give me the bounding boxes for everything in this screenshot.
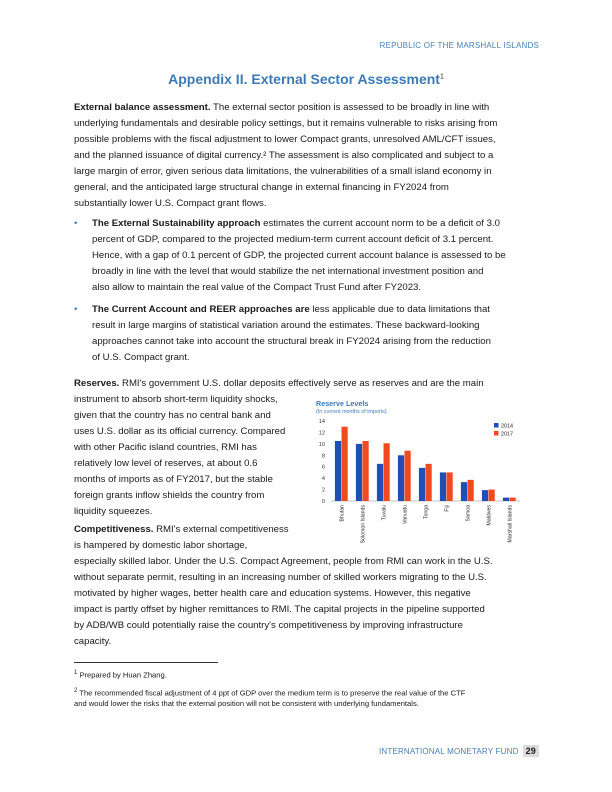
bullet-icon: • [74,218,78,229]
legend-swatch [494,423,499,428]
bullet2-lead: The Current Account and REER approaches are [92,304,310,315]
bar-2014 [503,498,509,501]
para1-line: general, and the anticipated large structural change in external financing in FY2024 from [74,182,449,193]
reserves-line: with other Pacific island countries, RMI has [74,442,257,453]
bullet2-line: The Current Account and REER approaches are less applicable due to data limitations that [92,304,490,315]
x-tick-label: Solomon Islands [360,505,367,544]
reserves-line: given that the country has no central bank and [74,410,271,421]
bar-2014 [377,464,383,501]
bar-2017 [447,472,453,501]
bar-2014 [398,455,404,501]
competitiveness-line: motivated by higher wages, better health care and education systems. However, this negative [74,588,471,599]
competitiveness-line: capacity. [74,636,112,647]
bar-2017 [510,498,516,501]
competitiveness-line: by ADB/WB could potentially raise the country's competitiveness by improving infrastructure [74,620,463,631]
bullet-icon: • [74,304,78,315]
running-header: REPUBLIC OF THE MARSHALL ISLANDS [379,41,539,50]
para1-line: External balance assessment. The external sector position is assessed to be broadly in line with [74,102,490,113]
y-tick-label: 8 [321,453,325,460]
legend-label: 2017 [501,431,513,438]
y-tick-label: 12 [318,430,325,437]
reserves-line: months of imports as of FY2017, but the stable [74,474,273,485]
bullet1-line: also allow to maintain the real value of the Compact Trust Fund after FY2023. [92,282,422,293]
reserves-line: Reserves. RMI's government U.S. dollar deposits effectively serve as reserves and are the main [74,378,484,389]
legend-label: 2014 [501,423,513,430]
bar-2014 [440,472,446,501]
page-footer [379,745,539,757]
reserves-line: relatively low level of reserves, at about 0.6 [74,458,258,469]
competitiveness-line: without separate permit, resulting in an increasing number of skilled workers migrating to the U.S. [74,572,487,583]
bar-2017 [384,443,390,501]
reserves-line: instrument to absorb short-term liquidity shocks, [74,394,278,405]
para1-line: and the planned issuance of digital currency.² The assessment is also complicated and subject to a [74,150,494,161]
x-tick-label: Samoa [465,505,472,522]
bar-2017 [405,451,411,501]
x-tick-label: Vanuatu [402,505,409,524]
para1-lead: External balance assessment. [74,102,211,113]
footnote: $^2$ The recommended fiscal adjustment of 4 ppt of GDP over the medium term is to preserve the real value of the CTF and would lower the risks that the external position will not be consistent with underlying fundamentals. [74,688,466,708]
reserves-lead: Reserves. [74,378,120,389]
bullet2-line: of U.S. Compact grant. [92,352,190,363]
bar-2017 [468,480,474,501]
bullet1-lead: The External Sustainability approach [92,218,261,229]
reserves-line: uses U.S. dollar as its official currency. Compared [74,426,286,437]
chart-title: Reserve Levels [316,399,369,408]
competitiveness-line: Competitiveness. RMI's external competitiveness [74,524,289,535]
chart-subtitle: (In current months of imports) [316,409,387,415]
page-title: Appendix II. External Sector Assessment$^1$ [168,71,444,87]
x-tick-label: Bhutan [339,505,346,522]
competitiveness-lead: Competitiveness. [74,524,154,535]
footnote-divider [74,662,218,663]
y-tick-label: 4 [321,476,325,483]
y-tick-label: 2 [321,487,325,494]
bullet1-line: broadly in line with the level that would stabilize the net international investment position and [92,266,484,277]
y-tick-label: 10 [318,441,325,448]
para1-line: underlying fundamentals and desirable policy settings, but it remains vulnerable to risks arising from [74,118,498,129]
bar-2014 [482,490,488,501]
bullet1-line: Hence, with a gap of 0.1 percent of GDP, the projected current account balance is assessed to be [92,250,506,261]
competitiveness-line: impact is partly offset by higher remittances to RMI. The capital projects in the pipeline supported [74,604,485,615]
x-tick-label: Marshall Islands [507,505,514,543]
competitiveness-line: is hampered by domestic labor shortage, [74,540,248,551]
y-tick-label: 6 [321,464,325,471]
para1-line: substantially lower U.S. Compact grant flows. [74,198,267,209]
bar-2017 [426,464,432,501]
footnote-ref: 1 [439,73,444,81]
bar-2014 [335,441,341,501]
reserve-levels-chart [314,396,540,548]
footer-org: INTERNATIONAL MONETARY FUND [378,747,519,756]
bar-2017 [363,441,369,501]
x-tick-label: Maldives [486,505,493,526]
y-tick-label: 14 [318,419,325,425]
reserves-line: foreign grants inflow shields the country from [74,490,265,501]
bullet2-line: approaches cannot take into account the structural break in FY2024 arising from the reduction [92,336,491,347]
bar-2014 [419,468,425,501]
bar-2017 [342,427,348,501]
para1-line: possible problems with the fiscal adjustment to lower Compact grants, unresolved AML/CFT issues, [74,134,496,145]
bullet2-line: result in large margins of statistical variation around the estimates. These backward-looking [92,320,480,331]
reserves-line: liquidity squeezes. [74,506,153,517]
y-tick-label: 0 [321,499,325,505]
x-tick-label: Tonga [423,505,430,520]
bar-2014 [461,482,467,501]
legend-swatch [494,431,499,436]
para1-line: large margin of error, given serious data limitations, the vulnerabilities of a small island economy in [74,166,492,177]
bar-2017 [489,490,495,501]
bullet1-line: percent of GDP, compared to the projected medium-term current account deficit of 3.1 percent. [92,234,494,245]
page-number: 29 [523,745,539,757]
x-tick-label: Tuvalu [381,505,388,521]
x-tick-label: Fiji [444,505,451,512]
bullet1-line: The External Sustainability approach estimates the current account norm to be a deficit of 3.0 [92,218,500,229]
footnote: $^1$ Prepared by Huan Zhang. [74,670,167,680]
competitiveness-line: especially skilled labor. Under the U.S. Compact Agreement, people from RMI can work in the U.S. [74,556,493,567]
bar-2014 [356,444,362,501]
